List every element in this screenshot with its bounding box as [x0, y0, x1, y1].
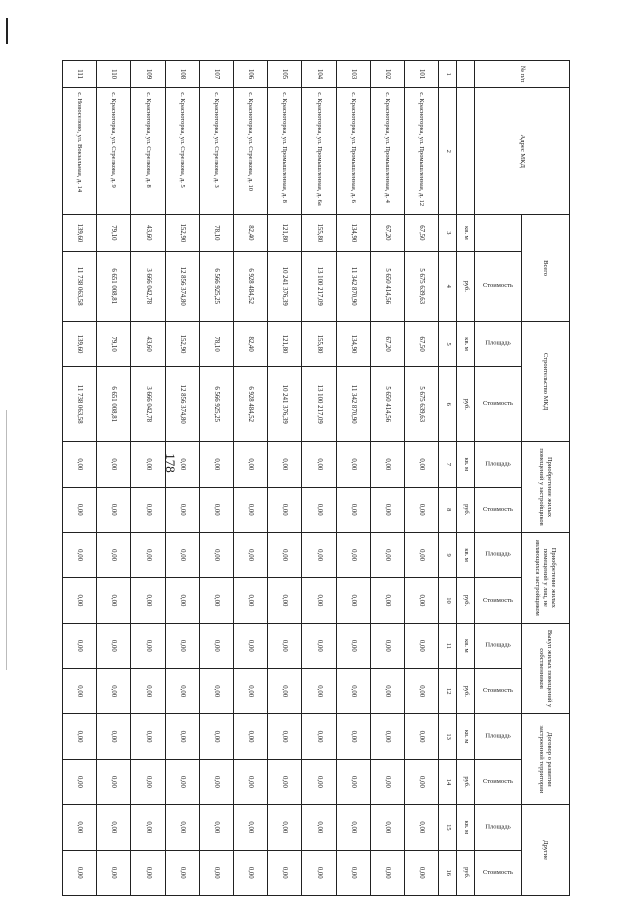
cost-cell: 0,00: [97, 669, 131, 714]
cost-cell: 0,00: [234, 487, 268, 532]
unit-cell: [457, 61, 475, 88]
table-row: [199, 61, 233, 896]
area-cell: 0,00: [302, 532, 336, 577]
header-cost: Стоимость: [475, 487, 521, 532]
area-cell: 0,00: [268, 442, 302, 487]
area-cell: 0,00: [370, 714, 404, 759]
area-cell: 0,00: [63, 532, 97, 577]
area-cell: 79,10: [97, 215, 131, 251]
cost-cell: 0,00: [131, 669, 165, 714]
header-area: Площадь: [475, 442, 521, 487]
area-cell: 0,00: [97, 805, 131, 850]
area-cell: 0,00: [131, 714, 165, 759]
area-cell: 0,00: [268, 623, 302, 668]
cost-cell: 0,00: [405, 487, 439, 532]
cost-cell: 0,00: [405, 850, 439, 895]
area-cell: 0,00: [97, 623, 131, 668]
area-cell: 0,00: [199, 442, 233, 487]
cost-cell: 5 650 414,56: [370, 251, 404, 321]
area-cell: 0,00: [336, 442, 370, 487]
cost-cell: 0,00: [302, 578, 336, 623]
row-address: с. Красноторка, ул. Стрелкова, д. 8: [131, 88, 165, 215]
header-no: № п/п: [475, 61, 570, 88]
cost-cell: 0,00: [131, 759, 165, 804]
area-cell: 0,00: [336, 532, 370, 577]
header-area: Площадь: [475, 532, 521, 577]
table-row: [165, 61, 199, 896]
area-cell: 0,00: [336, 714, 370, 759]
unit-area: кв. м: [457, 442, 475, 487]
cost-cell: 10 241 376,39: [268, 251, 302, 321]
header-cost: Стоимость: [475, 251, 521, 321]
area-cell: 43,60: [131, 215, 165, 251]
header-group-buyout: Выкуп жилых помещений у собственников: [521, 623, 569, 714]
cost-cell: 5 675 639,63: [405, 251, 439, 321]
cost-cell: 0,00: [97, 759, 131, 804]
row-address: с. Красноторка, ул. Промышленная, д. 12: [405, 88, 439, 215]
cost-cell: 0,00: [131, 578, 165, 623]
area-cell: 0,00: [405, 714, 439, 759]
unit-cost: руб.: [457, 850, 475, 895]
column-number: 16: [439, 850, 457, 895]
table-body: [63, 61, 439, 896]
column-number: 8: [439, 487, 457, 532]
header-group-other: Другие: [521, 805, 569, 896]
area-cell: 0,00: [268, 714, 302, 759]
row-number: 105: [268, 61, 302, 88]
area-cell: 0,00: [63, 442, 97, 487]
area-cell: 155,80: [302, 321, 336, 366]
cost-cell: 0,00: [370, 487, 404, 532]
row-number: 108: [165, 61, 199, 88]
cost-cell: 0,00: [234, 669, 268, 714]
row-address: с. Красноторка, ул. Стрелкова, д. 3: [199, 88, 233, 215]
header-cost: Стоимость: [475, 669, 521, 714]
row-address: с. Красноторка, ул. Стрелкова, д. 10: [234, 88, 268, 215]
area-cell: 0,00: [268, 532, 302, 577]
area-cell: 0,00: [370, 442, 404, 487]
area-cell: 0,00: [63, 623, 97, 668]
cost-cell: 0,00: [336, 669, 370, 714]
header-cost: Стоимость: [475, 850, 521, 895]
cost-cell: 0,00: [63, 759, 97, 804]
cost-cell: 0,00: [336, 759, 370, 804]
area-cell: 0,00: [370, 805, 404, 850]
cost-cell: 0,00: [268, 759, 302, 804]
area-cell: 139,60: [63, 321, 97, 366]
cost-cell: 0,00: [336, 850, 370, 895]
page-number: 178: [163, 453, 178, 473]
row-address: с. Красноторка, ул. Промышленная, д. 6: [336, 88, 370, 215]
row-number: 104: [302, 61, 336, 88]
cost-cell: 0,00: [234, 578, 268, 623]
area-cell: 0,00: [268, 805, 302, 850]
area-cell: 0,00: [165, 805, 199, 850]
cost-cell: 0,00: [199, 850, 233, 895]
area-cell: 0,00: [234, 623, 268, 668]
area-cell: 0,00: [165, 623, 199, 668]
area-cell: 0,00: [131, 805, 165, 850]
area-cell: 0,00: [302, 805, 336, 850]
area-cell: 0,00: [131, 442, 165, 487]
cost-cell: 0,00: [199, 487, 233, 532]
cost-cell: 11 342 870,90: [336, 251, 370, 321]
cost-cell: 13 100 217,09: [302, 367, 336, 442]
margin-line: [6, 410, 7, 670]
header-cost: Стоимость: [475, 578, 521, 623]
header-total-area: [475, 215, 521, 251]
unit-cost: руб.: [457, 759, 475, 804]
cost-cell: 0,00: [165, 578, 199, 623]
cost-cell: 0,00: [97, 850, 131, 895]
area-cell: 0,00: [302, 442, 336, 487]
unit-cost: руб.: [457, 367, 475, 442]
area-cell: 0,00: [131, 532, 165, 577]
area-cell: 0,00: [199, 714, 233, 759]
area-cell: 0,00: [199, 623, 233, 668]
cost-cell: 0,00: [370, 850, 404, 895]
area-cell: 82,40: [234, 321, 268, 366]
area-cell: 0,00: [234, 714, 268, 759]
column-number: 7: [439, 442, 457, 487]
area-cell: 78,10: [199, 321, 233, 366]
column-number: 4: [439, 251, 457, 321]
cost-cell: 0,00: [234, 759, 268, 804]
cost-cell: 6 566 925,25: [199, 251, 233, 321]
cost-cell: 0,00: [199, 578, 233, 623]
header-area: Площадь: [475, 714, 521, 759]
area-cell: 0,00: [405, 623, 439, 668]
cost-cell: 0,00: [165, 669, 199, 714]
area-cell: 0,00: [97, 532, 131, 577]
cost-cell: 11 342 870,90: [336, 367, 370, 442]
row-address: с. Новоселово, ул. Вокзальная, д. 14: [63, 88, 97, 215]
column-number: 1: [439, 61, 457, 88]
row-number: 109: [131, 61, 165, 88]
area-cell: 67,50: [405, 215, 439, 251]
area-cell: 0,00: [131, 623, 165, 668]
unit-cost: руб.: [457, 487, 475, 532]
header-group-agreement: Договор о развитии застроенной территории: [521, 714, 569, 805]
column-number: 15: [439, 805, 457, 850]
row-number: 110: [97, 61, 131, 88]
area-cell: 0,00: [63, 805, 97, 850]
table-row: [97, 61, 131, 896]
area-cell: 0,00: [370, 623, 404, 668]
row-address: с. Красноторка, ул. Стрелкова, д. 9: [97, 88, 131, 215]
cost-cell: 0,00: [199, 759, 233, 804]
cost-cell: 0,00: [199, 669, 233, 714]
area-cell: 67,50: [405, 321, 439, 366]
header-group-purchase-dev: Приобретение жилых помещений у застройщиков: [521, 442, 569, 533]
row-number: 103: [336, 61, 370, 88]
cost-cell: 0,00: [63, 578, 97, 623]
row-number: 101: [405, 61, 439, 88]
cost-cell: 0,00: [405, 669, 439, 714]
row-address: с. Красноторка, ул. Промышленная, д. 4: [370, 88, 404, 215]
cost-cell: 0,00: [268, 578, 302, 623]
cost-cell: 12 856 374,80: [165, 367, 199, 442]
cost-cell: 0,00: [97, 578, 131, 623]
cost-cell: 6 651 008,81: [97, 367, 131, 442]
cost-cell: 0,00: [268, 487, 302, 532]
cost-cell: 0,00: [268, 850, 302, 895]
cost-cell: 0,00: [302, 669, 336, 714]
header-group-total: Всего: [521, 215, 569, 322]
cost-cell: 3 666 042,78: [131, 251, 165, 321]
row-address: с. Красноторка, ул. Промышленная, д. 6а: [302, 88, 336, 215]
header-area: Площадь: [475, 805, 521, 850]
area-cell: 43,60: [131, 321, 165, 366]
unit-cost: руб.: [457, 578, 475, 623]
row-address: с. Красноторка, ул. Стрелкова, д. 5: [165, 88, 199, 215]
row-number: 107: [199, 61, 233, 88]
area-cell: 0,00: [165, 714, 199, 759]
table-row: [302, 61, 336, 896]
area-cell: 0,00: [234, 532, 268, 577]
row-address: с. Красноторка, ул. Промышленная, д. 8: [268, 88, 302, 215]
row-number: 111: [63, 61, 97, 88]
area-cell: 0,00: [405, 532, 439, 577]
column-number: 9: [439, 532, 457, 577]
column-number: 14: [439, 759, 457, 804]
cost-cell: 0,00: [165, 759, 199, 804]
cost-cell: 0,00: [131, 850, 165, 895]
area-cell: 0,00: [336, 623, 370, 668]
cost-cell: 6 928 484,52: [234, 367, 268, 442]
cost-cell: 0,00: [336, 487, 370, 532]
area-cell: 0,00: [302, 623, 336, 668]
unit-cost: руб.: [457, 669, 475, 714]
cost-cell: 10 241 376,39: [268, 367, 302, 442]
table-row: [405, 61, 439, 896]
unit-cost: руб.: [457, 251, 475, 321]
area-cell: 0,00: [336, 805, 370, 850]
column-number: 3: [439, 215, 457, 251]
cost-cell: 11 738 063,58: [63, 251, 97, 321]
cost-cell: 6 566 925,25: [199, 367, 233, 442]
unit-area: кв. м: [457, 215, 475, 251]
area-cell: 78,10: [199, 215, 233, 251]
area-cell: 0,00: [199, 805, 233, 850]
cost-cell: 0,00: [63, 487, 97, 532]
cost-cell: 0,00: [370, 759, 404, 804]
cost-cell: 0,00: [302, 850, 336, 895]
column-number: 13: [439, 714, 457, 759]
cost-cell: 0,00: [268, 669, 302, 714]
unit-area: кв. м: [457, 321, 475, 366]
column-number: 10: [439, 578, 457, 623]
area-cell: 0,00: [165, 442, 199, 487]
area-cell: 0,00: [63, 714, 97, 759]
header-address: Адрес МКД: [475, 88, 570, 215]
area-cell: 152,90: [165, 321, 199, 366]
table-row: [336, 61, 370, 896]
area-cell: 155,80: [302, 215, 336, 251]
table-row: [268, 61, 302, 896]
column-number: 12: [439, 669, 457, 714]
area-cell: 82,40: [234, 215, 268, 251]
header-area: Площадь: [475, 321, 521, 366]
area-cell: 139,60: [63, 215, 97, 251]
area-cell: 134,90: [336, 321, 370, 366]
header-cost: Стоимость: [475, 367, 521, 442]
table-row: [370, 61, 404, 896]
cost-cell: 13 100 217,09: [302, 251, 336, 321]
cost-cell: 0,00: [336, 578, 370, 623]
column-number: 11: [439, 623, 457, 668]
row-number: 102: [370, 61, 404, 88]
header-area: Площадь: [475, 623, 521, 668]
area-cell: 121,80: [268, 215, 302, 251]
cost-cell: 5 675 639,63: [405, 367, 439, 442]
unit-area: кв. м: [457, 714, 475, 759]
cost-cell: 0,00: [370, 669, 404, 714]
header-group-purchase-other: Приобретение жилых помещений у лиц, не являющихся застройщиком: [521, 532, 569, 623]
row-number: 106: [234, 61, 268, 88]
area-cell: 0,00: [302, 714, 336, 759]
area-cell: 0,00: [97, 714, 131, 759]
area-cell: 0,00: [165, 532, 199, 577]
cost-cell: 0,00: [63, 850, 97, 895]
cost-cell: 12 856 374,80: [165, 251, 199, 321]
area-cell: 152,90: [165, 215, 199, 251]
cost-cell: 11 738 063,58: [63, 367, 97, 442]
cost-cell: 0,00: [97, 487, 131, 532]
unit-area: кв. м: [457, 532, 475, 577]
table-row: [63, 61, 97, 896]
unit-cell: [457, 88, 475, 215]
cost-cell: 0,00: [405, 759, 439, 804]
table-row: [131, 61, 165, 896]
rotated-table-wrapper: [62, 60, 570, 896]
area-cell: 134,90: [336, 215, 370, 251]
area-cell: 121,80: [268, 321, 302, 366]
cost-cell: 6 928 484,52: [234, 251, 268, 321]
cost-cell: 0,00: [405, 578, 439, 623]
area-cell: 0,00: [405, 805, 439, 850]
cost-cell: 0,00: [234, 850, 268, 895]
area-cell: 0,00: [199, 532, 233, 577]
area-cell: 0,00: [234, 442, 268, 487]
column-number: 6: [439, 367, 457, 442]
header-cost: Стоимость: [475, 759, 521, 804]
area-cell: 67,20: [370, 215, 404, 251]
unit-area: кв. м: [457, 805, 475, 850]
table-row: [234, 61, 268, 896]
cost-cell: 0,00: [63, 669, 97, 714]
margin-mark: [6, 18, 8, 44]
column-number: 5: [439, 321, 457, 366]
unit-area: кв. м: [457, 623, 475, 668]
area-cell: 0,00: [405, 442, 439, 487]
area-cell: 67,20: [370, 321, 404, 366]
cost-cell: 0,00: [131, 487, 165, 532]
cost-cell: 3 666 042,78: [131, 367, 165, 442]
area-cell: 0,00: [370, 532, 404, 577]
cost-cell: 0,00: [302, 487, 336, 532]
cost-cell: 6 651 008,81: [97, 251, 131, 321]
cost-cell: 0,00: [302, 759, 336, 804]
area-cell: 0,00: [234, 805, 268, 850]
cost-cell: 0,00: [165, 850, 199, 895]
cost-cell: 5 650 414,56: [370, 367, 404, 442]
area-cell: 0,00: [97, 442, 131, 487]
header-group-construction: Строительство МКД: [521, 321, 569, 441]
resettlement-table: [62, 60, 570, 896]
column-number: 2: [439, 88, 457, 215]
cost-cell: 0,00: [370, 578, 404, 623]
area-cell: 79,10: [97, 321, 131, 366]
cost-cell: 0,00: [165, 487, 199, 532]
